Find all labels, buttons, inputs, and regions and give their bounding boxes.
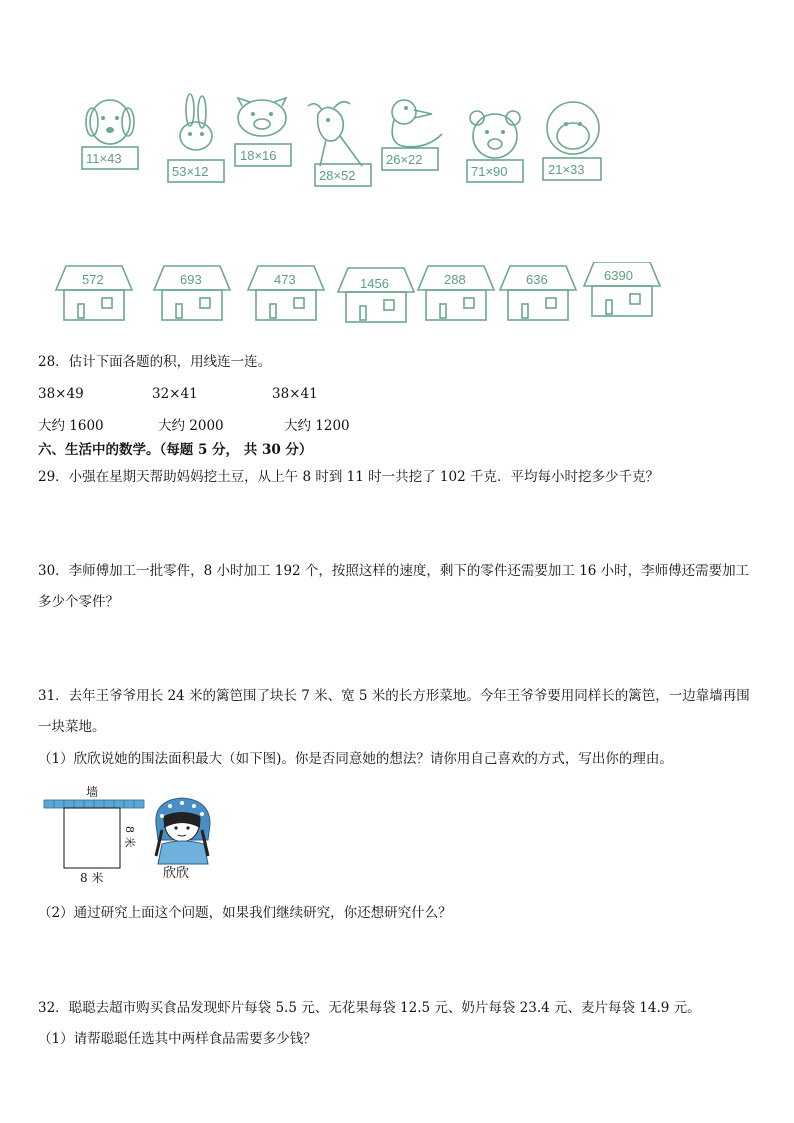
houses-row <box>52 262 672 328</box>
question-31-part-1: （1）欣欣说她的围法面积最大（如下图)。你是否同意她的想法？请你用自己喜欢的方式，写出你的理由。 <box>38 751 673 767</box>
question-30-line-1: 30．李师傅加工一批零件，8 小时加工 192 个，按照这样的速度，剩下的零件还需要加工 16 小时，李师傅还需要加工 <box>38 563 750 579</box>
wall <box>44 800 144 808</box>
question-32-part-1: （1）请帮聪聪任选其中两样食品需要多少钱？ <box>38 1031 317 1047</box>
q28-estimate-2: 大约 2000 <box>158 418 224 434</box>
pig-picture <box>235 98 291 166</box>
house-3-number: 473 <box>274 272 296 287</box>
question-31-line-2: 一块菜地。 <box>38 719 106 735</box>
q28-estimate-3: 大约 1200 <box>284 418 350 434</box>
house-5 <box>418 266 494 320</box>
section-6-heading: 六、生活中的数学。（每题 5 分， 共 30 分） <box>38 442 313 458</box>
monkey-picture <box>543 102 601 180</box>
question-29: 29．小强在星期天帮助妈妈挖土豆，从上午 8 时到 11 时一共挖了 102 千克．平均每小时挖多少千克？ <box>38 469 659 485</box>
dog-expr: 11×43 <box>86 151 122 166</box>
goat-expr: 28×52 <box>319 168 356 183</box>
duck-expr: 26×22 <box>386 152 423 167</box>
house-1-number: 572 <box>82 272 104 287</box>
house-3 <box>248 266 324 320</box>
plot-rectangle <box>64 808 120 868</box>
pig-expr: 18×16 <box>240 148 277 163</box>
question-31-line-1: 31．去年王爷爷用长 24 米的篱笆围了块长 7 米、宽 5 米的长方形菜地。今年王爷爷要用同样长的篱笆，一边靠墙再围 <box>38 688 750 704</box>
house-5-number: 288 <box>444 272 466 287</box>
dog-picture <box>82 100 138 169</box>
bear-picture <box>467 111 523 182</box>
girl-name-label: 欣欣 <box>163 866 190 881</box>
house-7 <box>584 262 660 316</box>
side-length-label: 8 米 <box>123 826 136 848</box>
house-1 <box>56 266 132 320</box>
house-4-number: 1456 <box>360 276 389 291</box>
house-4 <box>338 268 414 322</box>
animal-illustrations <box>70 92 630 192</box>
bear-expr: 71×90 <box>471 164 508 179</box>
question-30-line-2: 多少个零件？ <box>38 594 119 610</box>
house-7-number: 6390 <box>604 268 633 283</box>
monkey-expr: 21×33 <box>548 162 585 177</box>
girl-xinxin-picture <box>148 794 218 866</box>
house-2 <box>154 266 230 320</box>
rabbit-expr: 53×12 <box>172 164 209 179</box>
question-32-line-1: 32．聪聪去超市购买食品发现虾片每袋 5.5 元、无花果每袋 12.5 元、奶片每袋 23.4 元、麦片每袋 14.9 元。 <box>38 1000 701 1016</box>
house-2-number: 693 <box>180 272 202 287</box>
rabbit-picture <box>168 94 224 182</box>
q28-estimate-1: 大约 1600 <box>38 418 104 434</box>
house-6 <box>500 266 576 320</box>
q28-title: 28．估计下面各题的积，用线连一连。 <box>38 354 272 370</box>
house-6-number: 636 <box>526 272 548 287</box>
duck-picture <box>382 100 442 170</box>
goat-picture <box>308 102 371 186</box>
q28-expr-1: 38×49 <box>38 386 84 402</box>
question-31-part-2: （2）通过研究上面这个问题，如果我们继续研究，你还想研究什么？ <box>38 905 452 921</box>
bottom-length-label: 8 米 <box>80 871 104 885</box>
q28-expr-2: 32×41 <box>152 386 198 402</box>
wall-label: 墙 <box>86 785 99 799</box>
q28-expr-3: 38×41 <box>272 386 318 402</box>
